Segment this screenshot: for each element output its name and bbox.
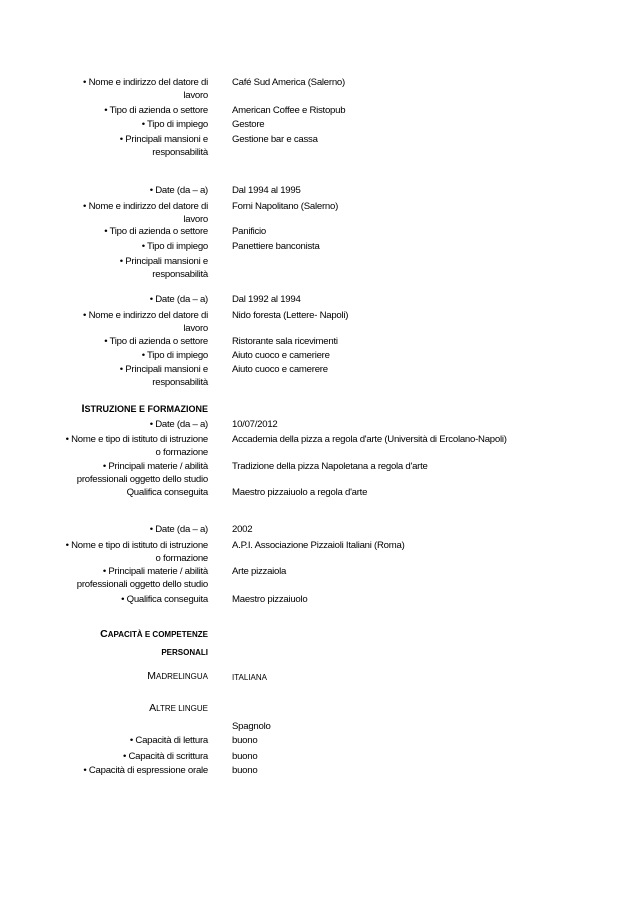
skills-heading (100, 625, 208, 662)
subjects-label: • Principali materie / abilità professionali oggetto dello studio (76, 566, 208, 590)
skills-heading-initial: C (100, 628, 108, 640)
other-languages-label (149, 701, 208, 716)
duties-value: Aiuto cuoco e camerere (232, 364, 328, 375)
other-languages-initial: A (149, 702, 157, 714)
education-heading-initial: I (81, 403, 85, 415)
job-label: • Tipo di impiego (141, 119, 208, 130)
skills-heading-rest: APACITÀ E COMPETENZE (107, 630, 208, 639)
subjects-label: • Principali materie / abilità professionali oggetto dello studio (76, 461, 208, 485)
duties-label: • Principali mansioni e responsabilità (119, 364, 208, 388)
qualification-label: • Qualifica conseguita (121, 594, 208, 605)
writing-value: buono (232, 751, 258, 762)
skills-heading-line-2: PERSONALI (161, 648, 208, 657)
date-label: • Date (da – a) (149, 524, 208, 535)
other-languages-rest: LTRE LINGUE (156, 704, 208, 713)
sector-value: Panificio (232, 226, 267, 237)
date-value: 10/07/2012 (232, 419, 278, 430)
duties-value: Gestione bar e cassa (232, 134, 318, 145)
duties-label: • Principali mansioni e responsabilità (119, 134, 208, 158)
employer-label: • Nome e indirizzo del datore di lavoro (83, 201, 208, 225)
duties-label: • Principali mansioni e responsabilità (119, 256, 208, 280)
subjects-value: Tradizione della pizza Napoletana a regola d'arte (232, 461, 428, 472)
sector-label: • Tipo di azienda o settore (104, 105, 208, 116)
job-value: Aiuto cuoco e cameriere (232, 350, 330, 361)
writing-label: • Capacità di scrittura (122, 751, 208, 762)
institute-value: Accademia della pizza a regola d'arte (Università di Ercolano-Napoli) (232, 434, 507, 445)
employer-label: • Nome e indirizzo del datore di lavoro (83, 77, 208, 101)
skills-heading-line-1 (100, 625, 208, 644)
education-heading (81, 401, 208, 417)
sector-value: Ristorante sala ricevimenti (232, 336, 338, 347)
job-label: • Tipo di impiego (141, 241, 208, 252)
date-value: Dal 1992 al 1994 (232, 294, 301, 305)
job-value: Gestore (232, 119, 265, 130)
institute-label: • Nome e tipo di istituto di istruzione o formazione (65, 540, 208, 564)
mother-tongue-initial: M (147, 670, 156, 682)
mother-tongue-value: ITALIANA (232, 673, 267, 682)
institute-label: • Nome e tipo di istituto di istruzione o formazione (65, 434, 208, 458)
date-value: 2002 (232, 524, 253, 535)
reading-value: buono (232, 735, 258, 746)
mother-tongue-rest: ADRELINGUA (155, 672, 208, 681)
qualification-value: Maestro pizzaiuolo a regola d'arte (232, 487, 368, 498)
sector-value: American Coffee e Ristopub (232, 105, 346, 116)
employer-label: • Nome e indirizzo del datore di lavoro (83, 310, 208, 334)
employer-value: Café Sud America (Salerno) (232, 77, 345, 88)
qualification-label: Qualifica conseguita (126, 487, 208, 498)
date-value: Dal 1994 al 1995 (232, 185, 301, 196)
job-label: • Tipo di impiego (141, 350, 208, 361)
qualification-value: Maestro pizzaiuolo (232, 594, 308, 605)
sector-label: • Tipo di azienda o settore (104, 336, 208, 347)
employer-value: Nido foresta (Lettere- Napoli) (232, 310, 349, 321)
sector-label: • Tipo di azienda o settore (104, 226, 208, 237)
institute-value: A.P.I. Associazione Pizzaioli Italiani (Roma) (232, 540, 405, 551)
speaking-label: • Capacità di espressione orale (83, 765, 208, 776)
date-label: • Date (da – a) (149, 419, 208, 430)
date-label: • Date (da – a) (149, 294, 208, 305)
education-heading-rest: STRUZIONE E FORMAZIONE (84, 404, 208, 414)
mother-tongue-label (147, 669, 208, 684)
language-name: Spagnolo (232, 721, 271, 732)
date-label: • Date (da – a) (149, 185, 208, 196)
job-value: Panettiere banconista (232, 241, 320, 252)
subjects-value: Arte pizzaiola (232, 566, 287, 577)
speaking-value: buono (232, 765, 258, 776)
reading-label: • Capacità di lettura (129, 735, 208, 746)
employer-value: Forni Napolitano (Salerno) (232, 201, 339, 212)
